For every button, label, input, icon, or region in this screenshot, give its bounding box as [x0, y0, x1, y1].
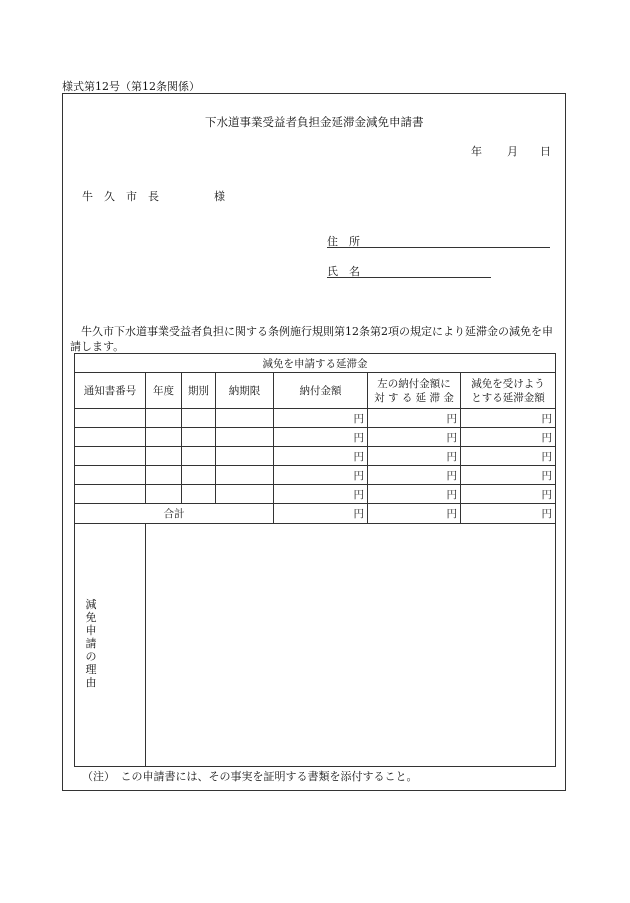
period-cell[interactable] — [182, 409, 216, 428]
fiscal-year-cell[interactable] — [146, 409, 182, 428]
reason-label: 減免申請の理由 — [85, 598, 97, 689]
notice-number-cell[interactable] — [75, 466, 146, 485]
delinquency-table — [74, 353, 556, 767]
delinquency-charge-cell[interactable]: 円 — [368, 466, 461, 485]
due-date-cell[interactable] — [216, 447, 274, 466]
notice-number-cell[interactable] — [75, 447, 146, 466]
paid-amount-cell[interactable]: 円 — [274, 447, 368, 466]
notice-number-cell[interactable] — [75, 485, 146, 504]
date-day: 日 — [540, 145, 551, 158]
delinquency-charge-cell[interactable]: 円 — [368, 485, 461, 504]
fiscal-year-cell[interactable] — [146, 485, 182, 504]
due-date-cell[interactable] — [216, 428, 274, 447]
header-exemption-amount — [461, 373, 556, 409]
header-due-date: 納期限 — [216, 373, 274, 409]
total-exemption-amount[interactable]: 円 — [461, 504, 556, 524]
header-delinquency-charge — [368, 373, 461, 409]
paid-amount-cell[interactable]: 円 — [274, 409, 368, 428]
period-cell[interactable] — [182, 466, 216, 485]
address-field[interactable] — [327, 247, 550, 248]
paid-amount-cell[interactable]: 円 — [274, 428, 368, 447]
due-date-cell[interactable] — [216, 485, 274, 504]
paid-amount-cell[interactable]: 円 — [274, 466, 368, 485]
total-row — [75, 504, 556, 524]
reason-row — [75, 524, 556, 767]
header-exemption-amount-line2: とする延滞金額 — [471, 391, 545, 404]
footnote: （注） この申請書には、その事実を証明する書類を添付すること。 — [82, 770, 418, 783]
header-delinquency-charge-line2: 対 す る 延 滞 金 — [374, 391, 454, 404]
total-paid-amount[interactable]: 円 — [274, 504, 368, 524]
addressee: 牛 久 市 長 様 — [82, 190, 225, 203]
exemption-amount-cell[interactable]: 円 — [461, 485, 556, 504]
fiscal-year-cell[interactable] — [146, 428, 182, 447]
exemption-amount-cell[interactable]: 円 — [461, 447, 556, 466]
header-exemption-amount-line1: 減免を受けよう — [471, 377, 545, 390]
header-period: 期別 — [182, 373, 216, 409]
statement-text: 牛久市下水道事業受益者負担に関する条例施行規則第12条第2項の規定により延滞金の減免を申請します。 — [70, 325, 553, 353]
date-month: 月 — [507, 145, 518, 158]
name-label: 氏 名 — [327, 265, 360, 278]
period-cell[interactable] — [182, 428, 216, 447]
address-label: 住 所 — [327, 235, 360, 248]
table-row — [75, 466, 556, 485]
total-delinquency-charge[interactable]: 円 — [368, 504, 461, 524]
table-row — [75, 428, 556, 447]
delinquency-charge-cell[interactable]: 円 — [368, 447, 461, 466]
table-row — [75, 485, 556, 504]
section-title: 減免を申請する延滞金 — [75, 354, 556, 373]
delinquency-charge-cell[interactable]: 円 — [368, 409, 461, 428]
exemption-amount-cell[interactable]: 円 — [461, 466, 556, 485]
period-cell[interactable] — [182, 485, 216, 504]
reason-input-area[interactable] — [146, 524, 556, 767]
header-delinquency-charge-line1: 左の納付金額に — [377, 377, 451, 390]
exemption-amount-cell[interactable]: 円 — [461, 428, 556, 447]
notice-number-cell[interactable] — [75, 428, 146, 447]
due-date-cell[interactable] — [216, 466, 274, 485]
table-row — [75, 409, 556, 428]
header-notice-number: 通知書番号 — [75, 373, 146, 409]
exemption-amount-cell[interactable]: 円 — [461, 409, 556, 428]
paid-amount-cell[interactable]: 円 — [274, 485, 368, 504]
header-paid-amount: 納付金額 — [274, 373, 368, 409]
header-fiscal-year: 年度 — [146, 373, 182, 409]
total-label: 合計 — [75, 504, 274, 524]
due-date-cell[interactable] — [216, 409, 274, 428]
notice-number-cell[interactable] — [75, 409, 146, 428]
fiscal-year-cell[interactable] — [146, 466, 182, 485]
name-field[interactable] — [327, 277, 491, 278]
form-title: 下水道事業受益者負担金延滞金減免申請書 — [205, 115, 424, 129]
delinquency-charge-cell[interactable]: 円 — [368, 428, 461, 447]
fiscal-year-cell[interactable] — [146, 447, 182, 466]
date-year: 年 — [471, 145, 482, 158]
form-number: 様式第12号（第12条関係） — [62, 80, 200, 93]
table-row — [75, 447, 556, 466]
period-cell[interactable] — [182, 447, 216, 466]
